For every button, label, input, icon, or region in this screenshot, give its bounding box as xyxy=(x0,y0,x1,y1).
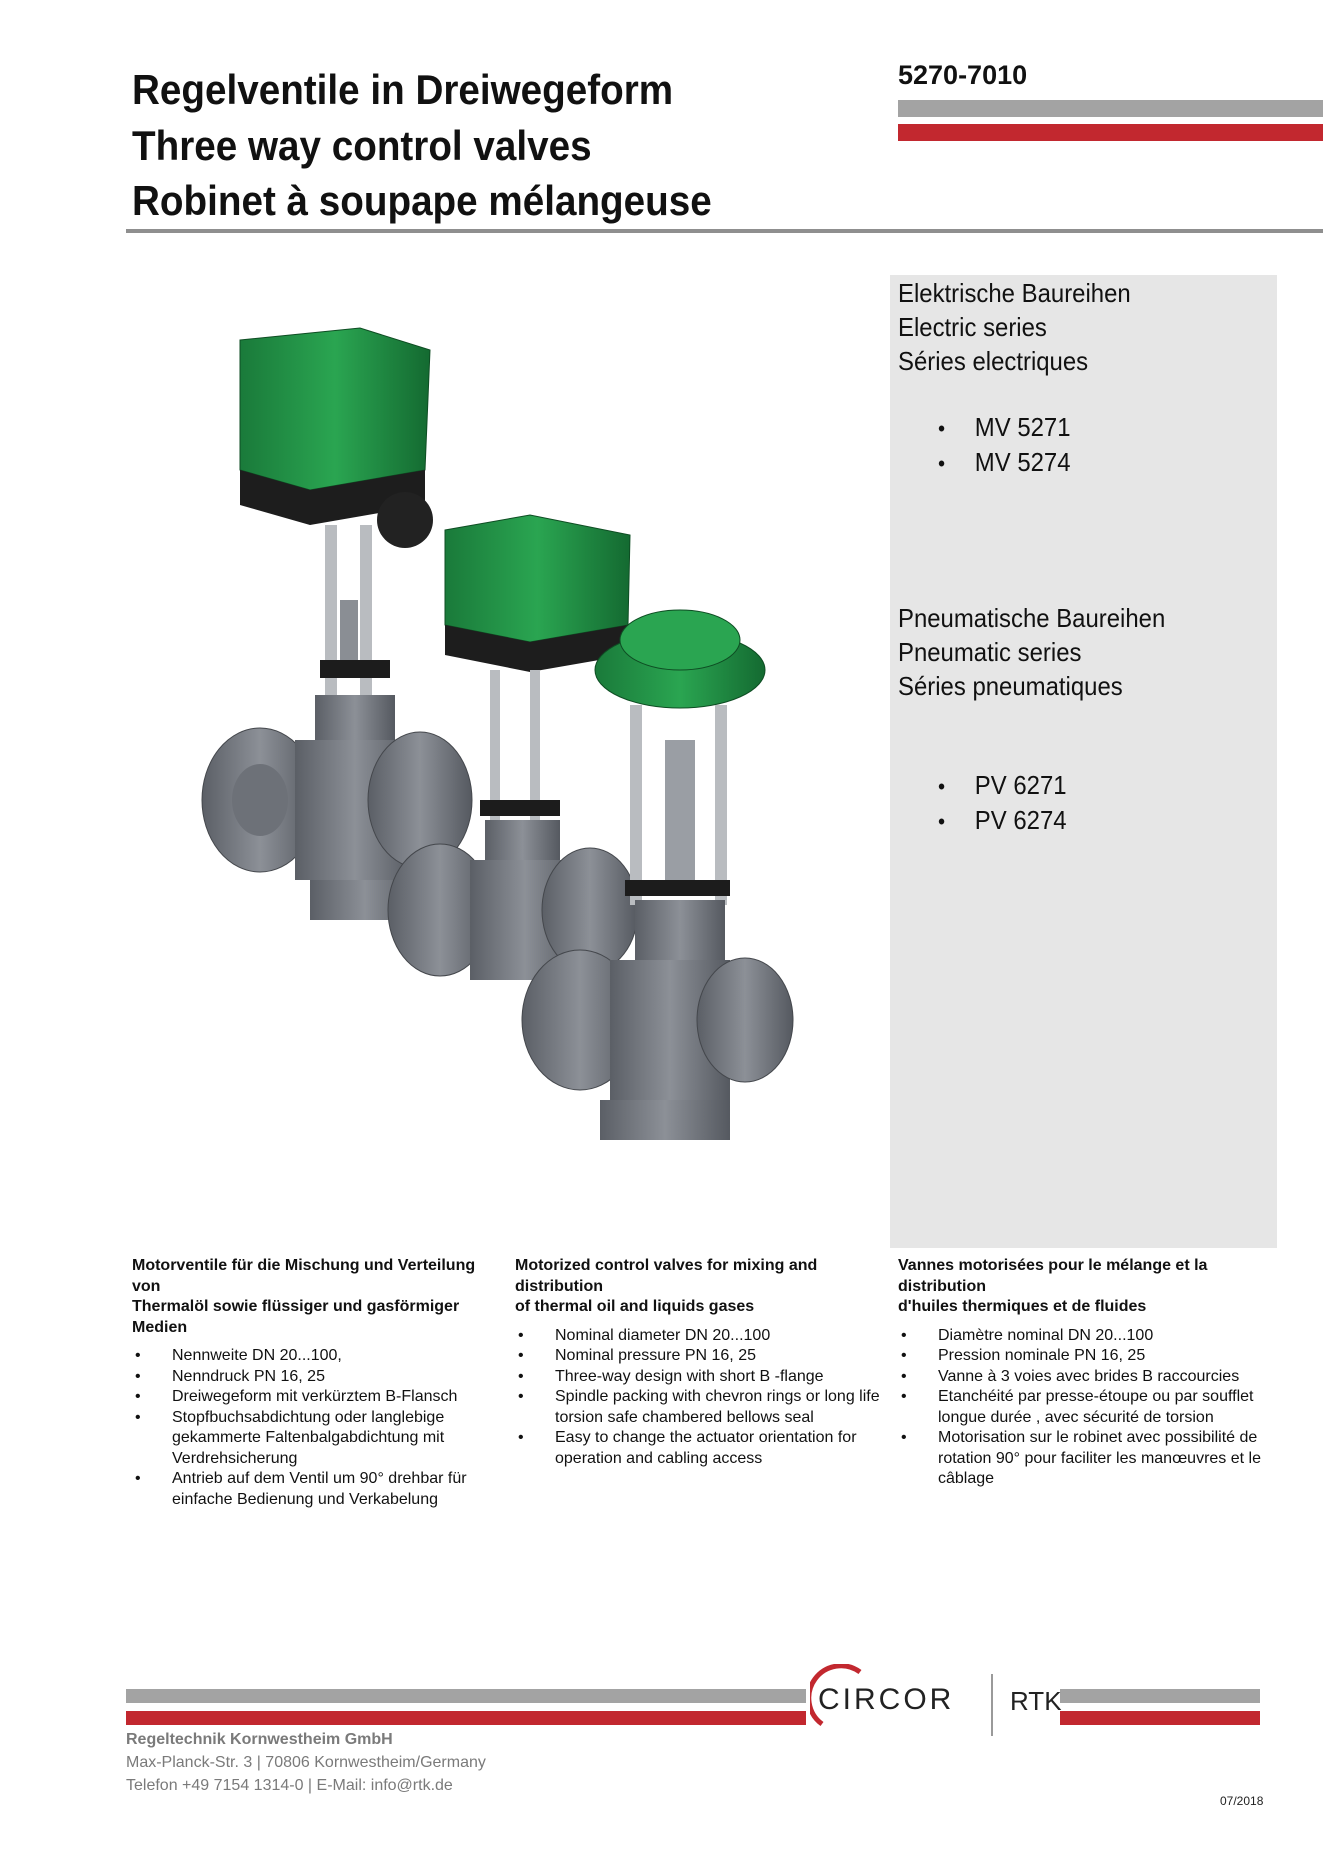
model-item: • MV 5274 xyxy=(938,447,1071,477)
list-item: • Motorisation sur le robinet avec possibilité de rotation 90° pour faciliter les manœuvres et le câblage xyxy=(898,1428,1268,1490)
valve-electric-large xyxy=(202,328,472,920)
pneumatic-heading-de: Pneumatische Baureihen xyxy=(898,603,1166,633)
column-heading: Motorized control valves for mixing and distribution of thermal oil and liquids gases xyxy=(515,1257,818,1315)
footer-grey-bar-right xyxy=(1060,1689,1260,1703)
company-address: Max-Planck-Str. 3 | 70806 Kornwestheim/Germany xyxy=(126,1754,486,1771)
list-item: • Vanne à 3 voies avec brides B raccourcies xyxy=(898,1367,1268,1388)
column-heading: Motorventile für die Mischung und Verteilung von Thermalöl sowie flüssiger und gasförmiger Medien xyxy=(132,1257,476,1336)
footer-grey-bar-left xyxy=(126,1689,806,1703)
company-name: Regeltechnik Kornwestheim GmbH xyxy=(126,1731,393,1748)
header-red-bar xyxy=(898,124,1323,141)
header-divider xyxy=(126,229,1323,233)
list-item: • Nominal diameter DN 20...100 xyxy=(515,1326,885,1347)
column-heading: Vannes motorisées pour le mélange et la distribution d'huiles thermiques et de fluides xyxy=(898,1257,1208,1315)
list-item: • Antrieb auf dem Ventil um 90° drehbar für einfache Bedienung und Verkabelung xyxy=(132,1469,502,1510)
list-item: • Three-way design with short B -flange xyxy=(515,1367,885,1388)
footer-red-bar-right xyxy=(1060,1711,1260,1725)
column-fr xyxy=(898,1256,1268,1490)
title-de: Regelventile in Dreiwegeform xyxy=(132,66,674,113)
rtk-logo: RTK xyxy=(1010,1686,1062,1716)
list-item: • Dreiwegeform mit verkürztem B-Flansch xyxy=(132,1387,502,1408)
document-number: 5270-7010 xyxy=(898,60,1028,90)
column-en xyxy=(515,1256,885,1469)
model-item: • PV 6271 xyxy=(938,770,1067,800)
pneumatic-heading-fr: Séries pneumatiques xyxy=(898,671,1123,701)
footer-red-bar-left xyxy=(126,1711,806,1725)
model-item: • PV 6274 xyxy=(938,805,1067,835)
list-item: • Stopfbuchsabdichtung oder langlebige gekammerte Faltenbalgabdichtung mit Verdrehsicherung xyxy=(132,1408,502,1470)
pneumatic-heading-en: Pneumatic series xyxy=(898,637,1082,667)
three-way-control-valves-illustration xyxy=(200,320,820,1150)
list-item: • Nennweite DN 20...100, xyxy=(132,1346,502,1367)
column-de xyxy=(132,1256,502,1510)
company-contact: Telefon +49 7154 1314-0 | E-Mail: info@rtk.de xyxy=(126,1777,453,1794)
list-item: • Nenndruck PN 16, 25 xyxy=(132,1367,502,1388)
list-item: • Spindle packing with chevron rings or long life torsion safe chambered bellows seal xyxy=(515,1387,885,1428)
model-item: • MV 5271 xyxy=(938,412,1071,442)
title-fr: Robinet à soupape mélangeuse xyxy=(132,177,712,224)
electric-heading-de: Elektrische Baureihen xyxy=(898,278,1131,308)
document-date: 07/2018 xyxy=(1220,1794,1264,1808)
circor-logo: CIRCOR xyxy=(818,1683,955,1716)
electric-heading-fr: Séries electriques xyxy=(898,346,1089,376)
electric-heading-en: Electric series xyxy=(898,312,1047,342)
list-item: • Diamètre nominal DN 20...100 xyxy=(898,1326,1268,1347)
list-item: • Pression nominale PN 16, 25 xyxy=(898,1346,1268,1367)
list-item: • Nominal pressure PN 16, 25 xyxy=(515,1346,885,1367)
list-item: • Easy to change the actuator orientation for operation and cabling access xyxy=(515,1428,885,1469)
logo-separator xyxy=(991,1674,993,1736)
title-en: Three way control valves xyxy=(132,122,592,169)
list-item: • Etanchéité par presse-étoupe ou par soufflet longue durée , avec sécurité de torsion xyxy=(898,1387,1268,1428)
header-grey-bar xyxy=(898,100,1323,117)
